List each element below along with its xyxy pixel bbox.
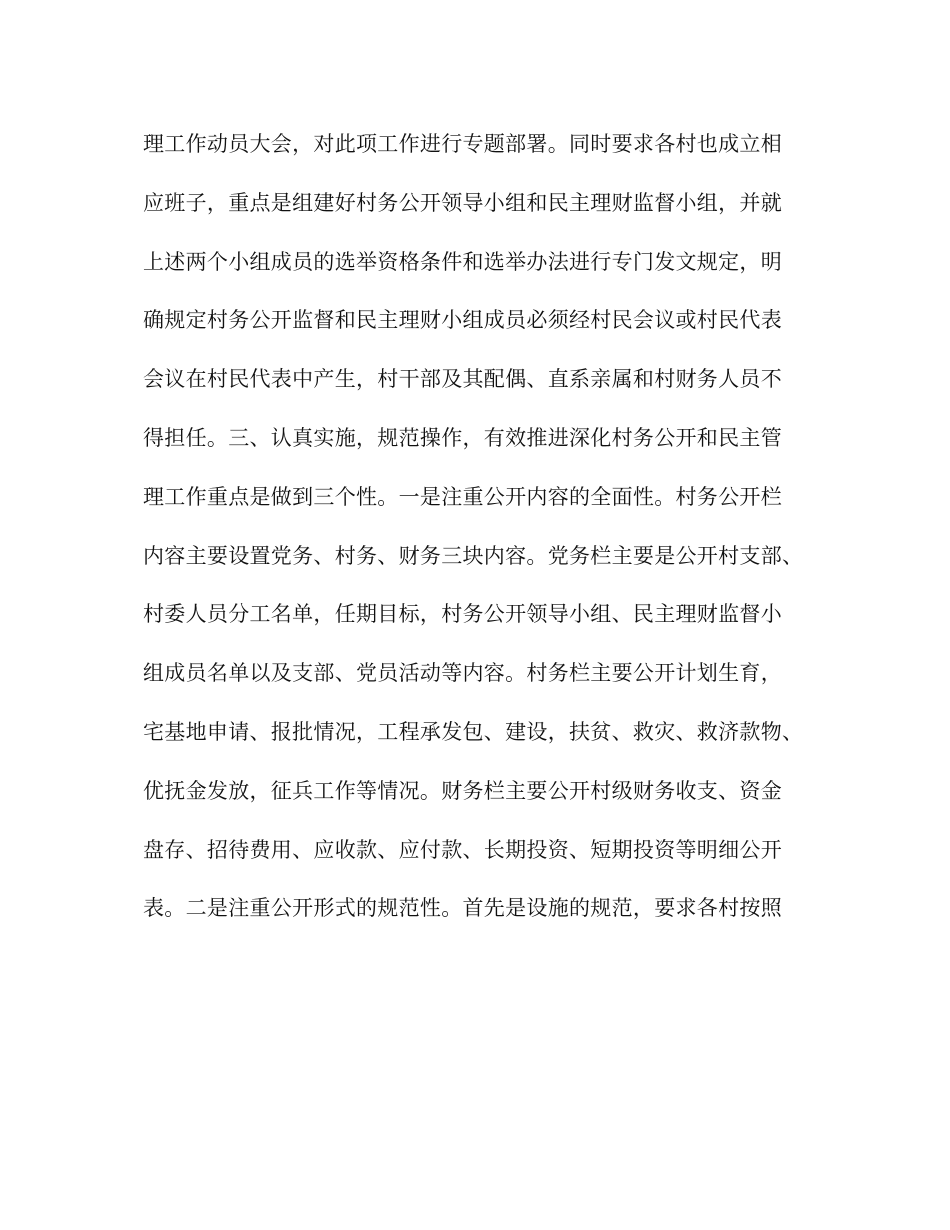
text-line: 表。二是注重公开形式的规范性。首先是设施的规范，要求各村按照 <box>143 896 782 921</box>
text-line: 盘存、招待费用、应收款、应付款、长期投资、短期投资等明细公开 <box>143 837 782 862</box>
text-line: 村委人员分工名单，任期目标，村务公开领导小组、民主理财监督小 <box>143 602 782 627</box>
text-line: 确规定村务公开监督和民主理财小组成员必须经村民会议或村民代表 <box>143 308 782 333</box>
body-text <box>143 123 823 946</box>
text-line: 宅基地申请、报批情况，工程承发包、建设，扶贫、救灾、救济款物、 <box>143 719 804 744</box>
text-line: 优抚金发放，征兵工作等情况。财务栏主要公开村级财务收支、资金 <box>143 778 782 803</box>
text-line: 理工作重点是做到三个性。一是注重公开内容的全面性。村务公开栏 <box>143 484 782 509</box>
text-line: 内容主要设置党务、村务、财务三块内容。党务栏主要是公开村支部、 <box>143 543 804 568</box>
text-line: 组成员名单以及支部、党员活动等内容。村务栏主要公开计划生育， <box>143 661 782 686</box>
text-line: 上述两个小组成员的选举资格条件和选举办法进行专门发文规定，明 <box>143 249 782 274</box>
text-line: 得担任。三、认真实施，规范操作，有效推进深化村务公开和民主管 <box>143 425 782 450</box>
text-line: 理工作动员大会，对此项工作进行专题部署。同时要求各村也成立相 <box>143 132 782 156</box>
text-line: 应班子，重点是组建好村务公开领导小组和民主理财监督小组，并就 <box>143 190 782 215</box>
text-line: 会议在村民代表中产生，村干部及其配偶、直系亲属和村财务人员不 <box>143 367 782 392</box>
